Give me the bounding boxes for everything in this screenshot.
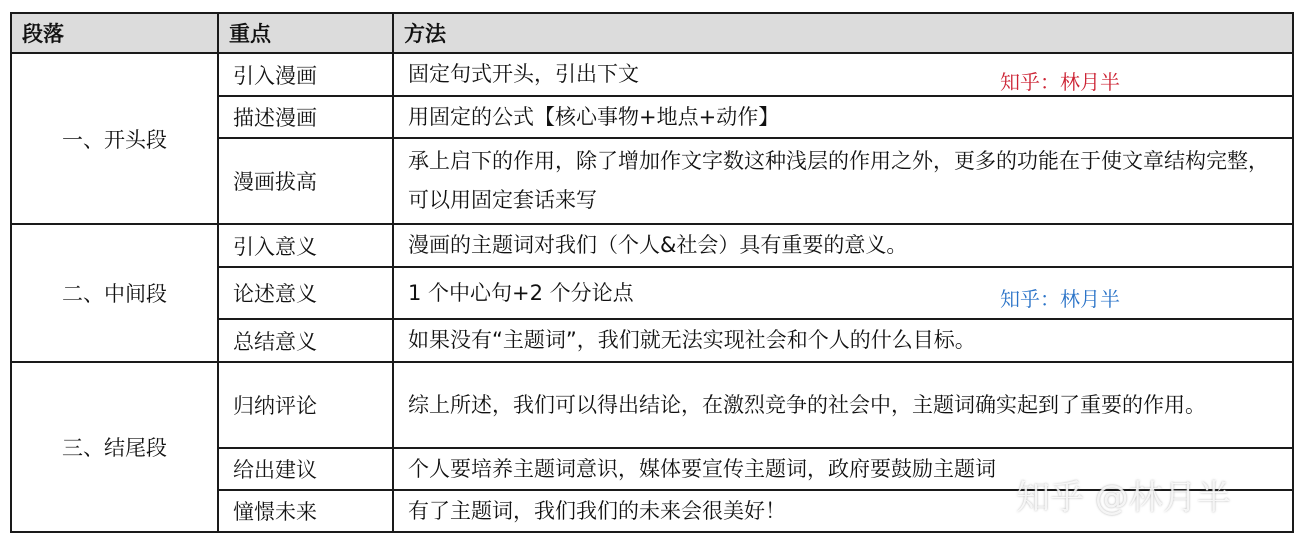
row-key: 描述漫画 xyxy=(218,96,393,138)
table-row xyxy=(11,362,1293,448)
row-key: 归纳评论 xyxy=(218,362,393,448)
section-label: 一、开头段 xyxy=(11,53,218,224)
section-label: 二、中间段 xyxy=(11,224,218,362)
row-key: 总结意义 xyxy=(218,319,393,362)
table-header-row xyxy=(11,13,1293,53)
watermark-corner: 知乎 @林月半 xyxy=(1016,478,1231,518)
row-key: 漫画拔高 xyxy=(218,138,393,224)
row-method: 有了主题词，我们我们的未来会很美好！ xyxy=(393,490,1293,532)
row-method: 用固定的公式【核心事物+地点+动作】 xyxy=(393,96,1293,138)
watermark-red: 知乎：林月半 xyxy=(1000,70,1120,94)
watermark-blue: 知乎：林月半 xyxy=(1000,287,1120,311)
row-method: 个人要培养主题词意识，媒体要宣传主题词，政府要鼓励主题词 xyxy=(393,448,1293,490)
section-label: 三、结尾段 xyxy=(11,362,218,532)
row-key: 给出建议 xyxy=(218,448,393,490)
row-method: 1 个中心句+2 个分论点 xyxy=(393,267,1293,319)
header-section: 段落 xyxy=(11,13,218,53)
header-method: 方法 xyxy=(393,13,1293,53)
row-method: 如果没有“主题词”，我们就无法实现社会和个人的什么目标。 xyxy=(393,319,1293,362)
row-key: 引入漫画 xyxy=(218,53,393,96)
row-method: 漫画的主题词对我们（个人&社会）具有重要的意义。 xyxy=(393,224,1293,267)
row-method: 承上启下的作用，除了增加作文字数这种浅层的作用之外，更多的功能在于使文章结构完整，可以用固定套话来写 xyxy=(393,138,1293,224)
row-method: 固定句式开头，引出下文 xyxy=(393,53,1293,96)
row-key: 论述意义 xyxy=(218,267,393,319)
header-key: 重点 xyxy=(218,13,393,53)
row-key: 憧憬未来 xyxy=(218,490,393,532)
table-row xyxy=(11,224,1293,267)
row-key: 引入意义 xyxy=(218,224,393,267)
row-method: 综上所述，我们可以得出结论，在激烈竞争的社会中，主题词确实起到了重要的作用。 xyxy=(393,362,1293,448)
